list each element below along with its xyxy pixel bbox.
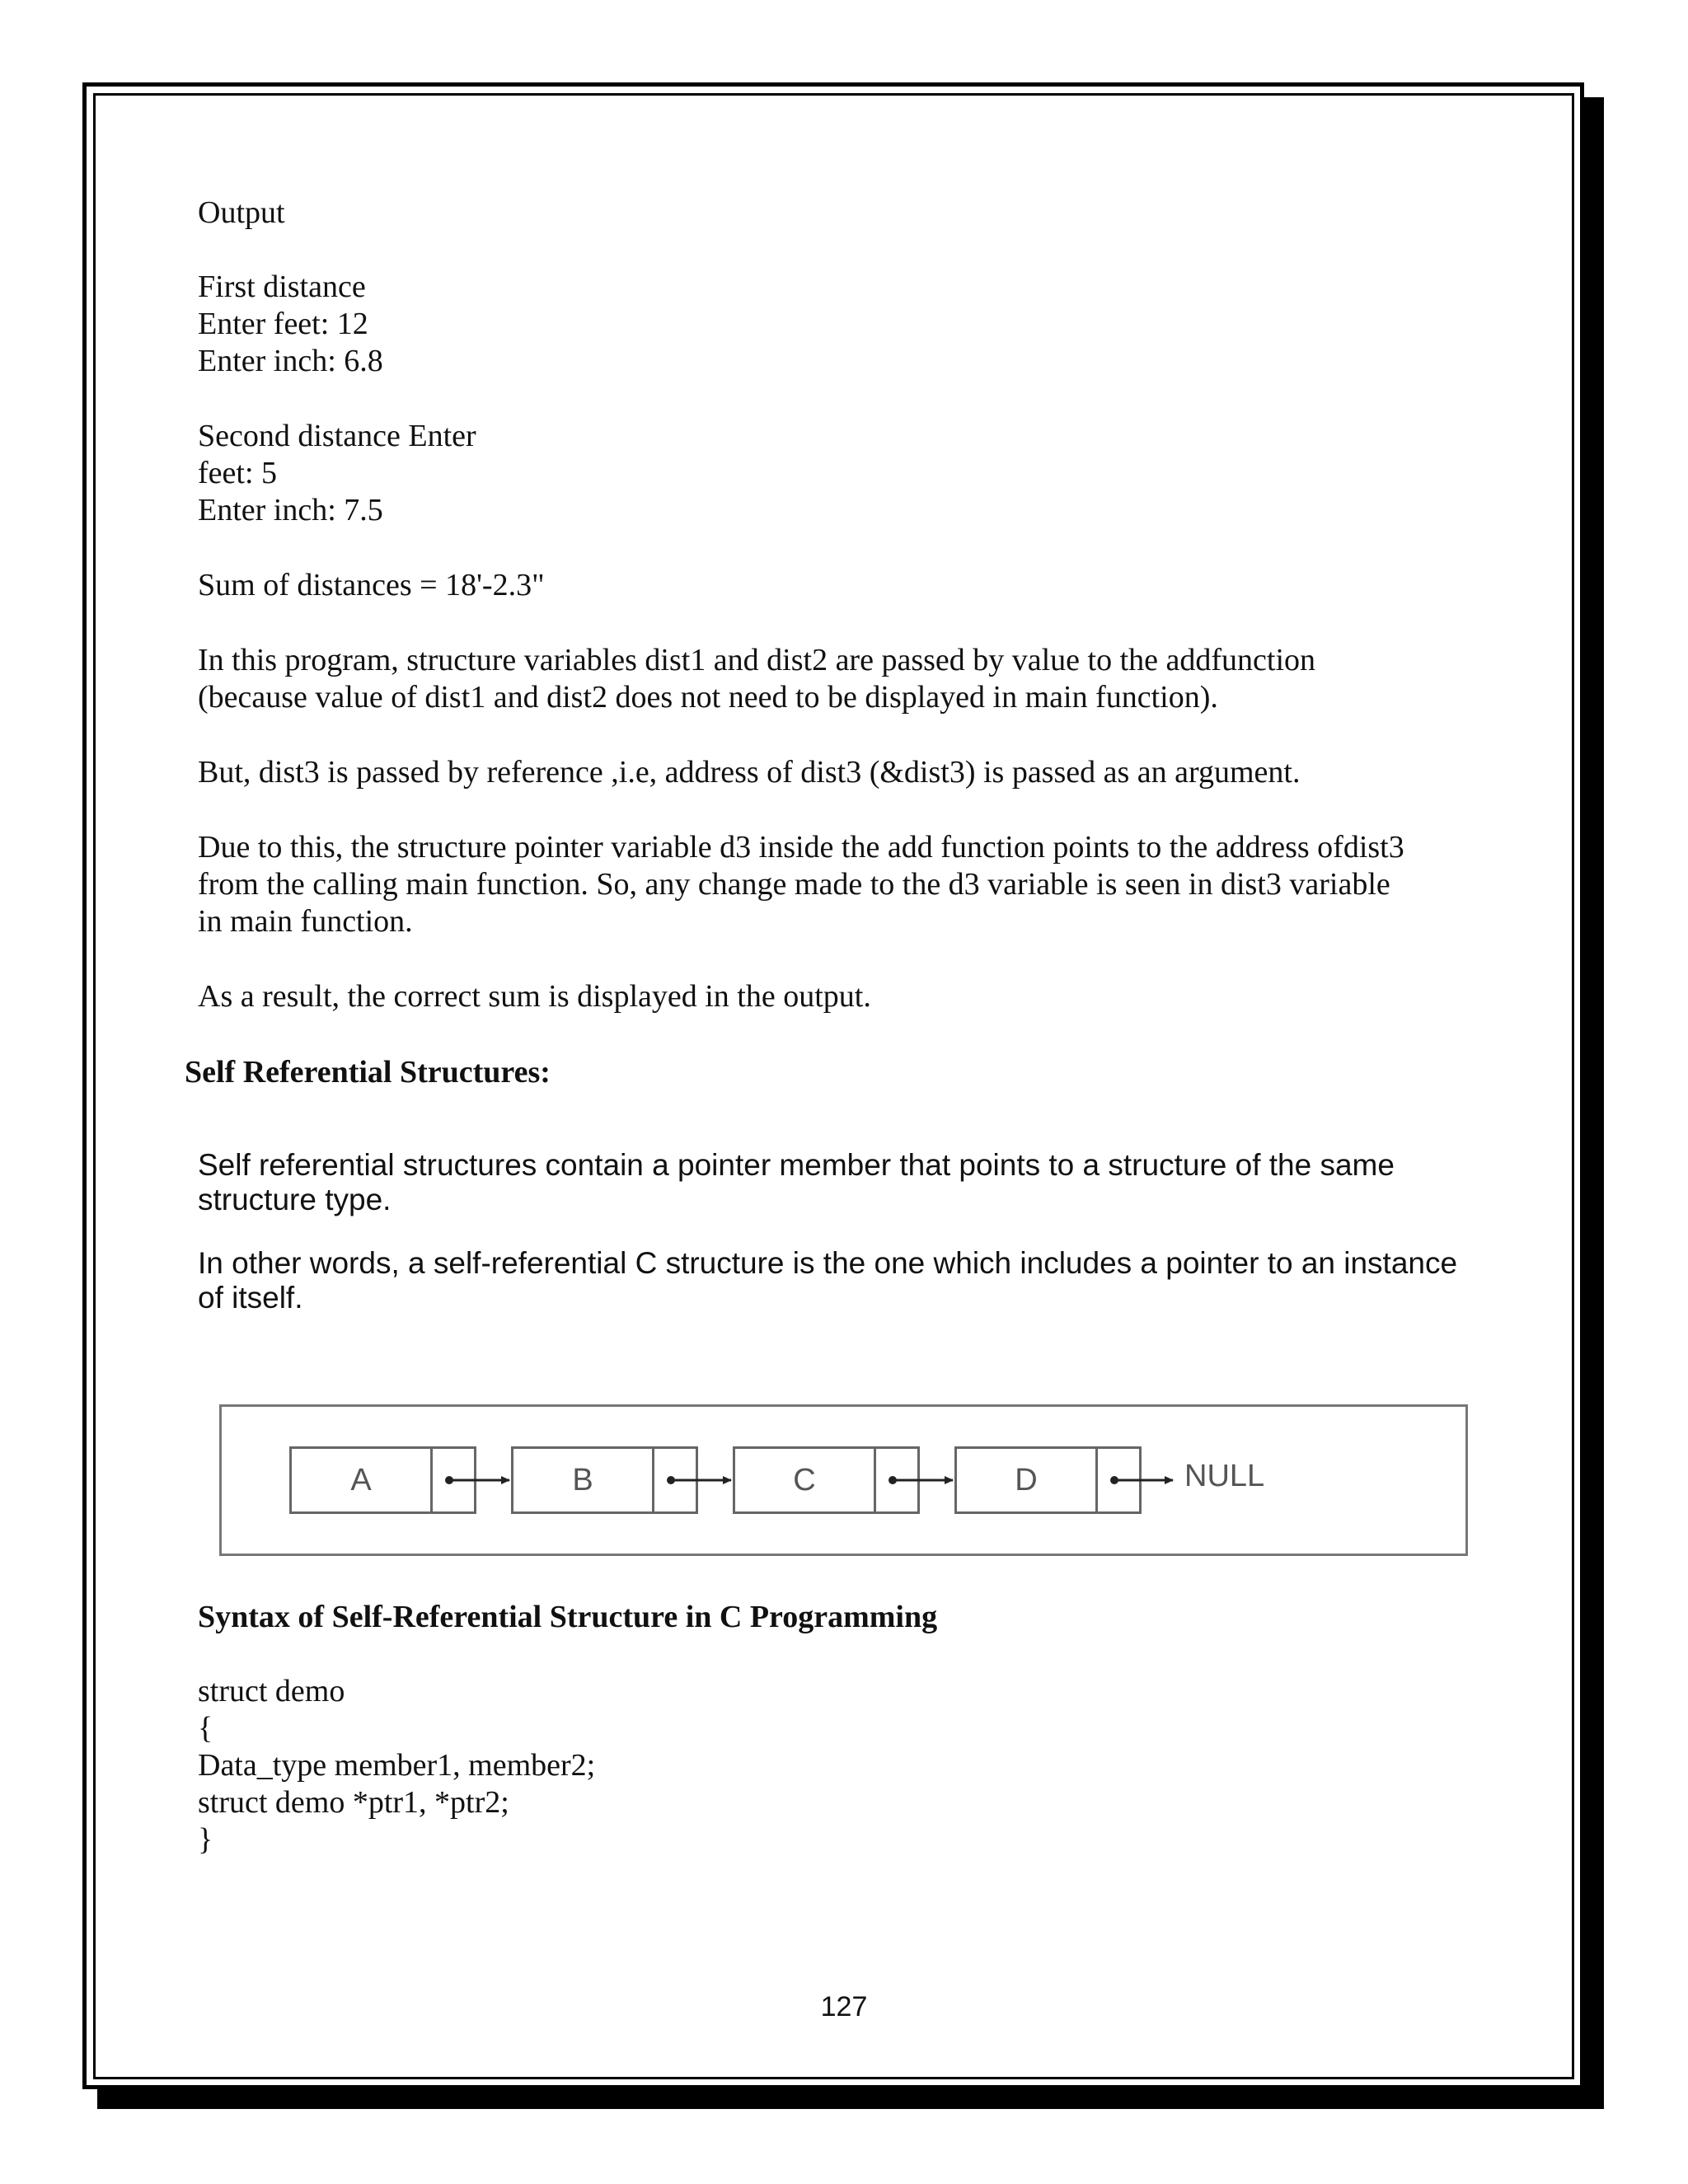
pointer-arrows <box>222 1407 1465 1554</box>
paragraph-line: of itself. <box>198 1281 303 1315</box>
linked-list-diagram <box>219 1404 1468 1556</box>
paragraph-line: Due to this, the structure pointer variable d3 inside the add function points to the address ofdist3 <box>198 830 1404 865</box>
paragraph-line: Self referential structures contain a pointer member that points to a structure of the same <box>198 1148 1395 1182</box>
section-heading: Self Referential Structures: <box>185 1055 551 1090</box>
paragraph-line: in main function. <box>198 904 413 939</box>
paragraph-line: In other words, a self-referential C structure is the one which includes a pointer to an instance <box>198 1246 1458 1280</box>
output-heading: Output <box>198 195 285 230</box>
node-data: B <box>513 1449 654 1511</box>
node-data: C <box>735 1449 876 1511</box>
page-number: 127 <box>820 1991 868 2022</box>
arrow-a-to-b <box>445 1476 509 1484</box>
paragraph-line: (because value of dist1 and dist2 does not need to be displayed in main function). <box>198 680 1218 715</box>
syntax-heading: Syntax of Self-Referential Structure in C Programming <box>198 1600 938 1634</box>
output-line: Enter inch: 7.5 <box>198 493 383 527</box>
code-line: struct demo *ptr1, *ptr2; <box>198 1785 509 1820</box>
paragraph-line: structure type. <box>198 1183 392 1216</box>
code-line: { <box>198 1711 213 1746</box>
arrow-d-to-null <box>1110 1476 1173 1484</box>
node-data: D <box>957 1449 1098 1511</box>
paragraph-line: from the calling main function. So, any change made to the d3 variable is seen in dist3 variable <box>198 867 1390 902</box>
paragraph-line: As a result, the correct sum is displayed in the output. <box>198 979 871 1014</box>
output-line: Enter inch: 6.8 <box>198 344 383 378</box>
arrow-b-to-c <box>667 1476 731 1484</box>
paragraph-line: In this program, structure variables dist1 and dist2 are passed by value to the addfunction <box>198 643 1316 677</box>
output-line: feet: 5 <box>198 456 278 490</box>
sum-line: Sum of distances = 18'-2.3" <box>198 568 545 602</box>
null-label: NULL <box>1184 1459 1265 1493</box>
output-line: Second distance Enter <box>198 419 476 453</box>
node-data: A <box>292 1449 433 1511</box>
arrow-c-to-d <box>889 1476 953 1484</box>
code-line: Data_type member1, member2; <box>198 1748 596 1783</box>
code-line: } <box>198 1822 213 1857</box>
paragraph-line: But, dist3 is passed by reference ,i.e, address of dist3 (&dist3) is passed as an argument. <box>198 755 1301 790</box>
output-line: Enter feet: 12 <box>198 307 368 341</box>
output-line: First distance <box>198 269 366 304</box>
code-line: struct demo <box>198 1674 345 1708</box>
